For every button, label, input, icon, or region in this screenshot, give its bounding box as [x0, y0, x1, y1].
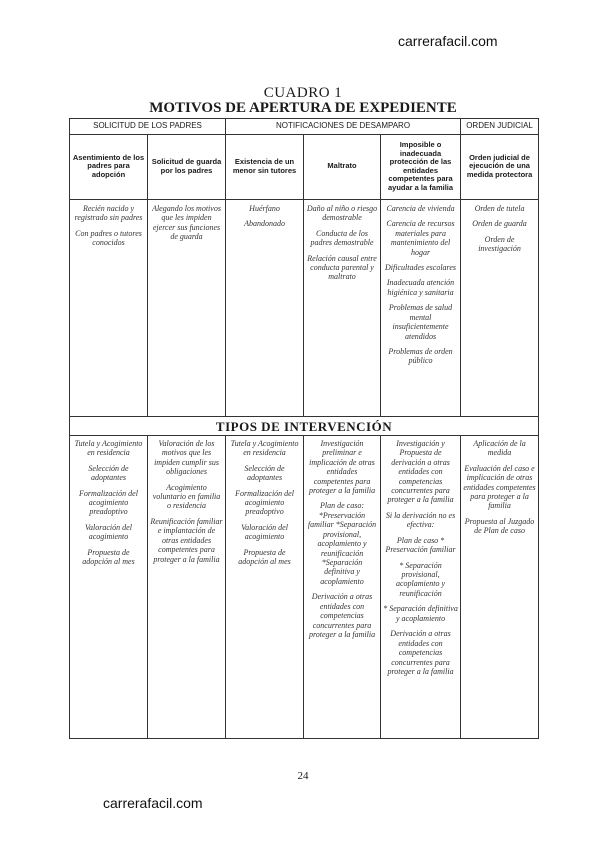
cell-item: Selección de adoptantes [244, 463, 285, 483]
cell-item: Propuesta de adopción al mes [82, 547, 135, 567]
cell-item: Abandonado [244, 219, 285, 229]
cell-item: Orden de tutela [474, 203, 525, 213]
motivos-cell [226, 199, 304, 416]
subheader: Maltrato [304, 134, 381, 199]
cell-item: Selección de adoptantes [88, 463, 129, 483]
cell-item: Orden de guarda [472, 219, 527, 229]
subheader: Imposible o inadecuada protección de las entidades competentes para ayudar a la familia [381, 134, 461, 199]
cell-item: Carencia de vivienda [386, 203, 455, 213]
cell-item: Aplicación de la medida [473, 438, 526, 458]
page-number: 24 [297, 770, 309, 782]
watermark-bottom: carrerafacil.com [103, 795, 203, 811]
cell-item: Reunificación familiar e implantación de otras entidades competentes para proteger a la familia [150, 516, 223, 564]
cell-item: Tutela y Acogimiento en residencia [230, 438, 299, 458]
tipos-row [70, 435, 539, 738]
cell-item: Valoración del acogimiento [85, 522, 132, 542]
motivos-table [69, 118, 539, 739]
subheader: Orden judicial de ejecución de una medida protectora [461, 134, 539, 199]
cell-item: Propuesta al Juzgado de Plan de caso [464, 516, 535, 536]
motivos-row [70, 199, 539, 416]
cell-item: Acogimiento voluntario en familia o residencia [152, 482, 221, 511]
cell-item: Dificultades escolares [385, 262, 457, 272]
cell-item: Con padres o tutores conocidos [75, 228, 142, 248]
cell-item: Problemas de orden público [388, 347, 453, 366]
cell-item: Evaluación del caso e implicación de otras entidades competentes para proteger a la familia [463, 463, 536, 511]
group-orden: ORDEN JUDICIAL [461, 119, 539, 135]
cell-item: Propuesta de adopción al mes [238, 547, 291, 567]
cell-item: * Separación definitiva y acoplamiento [383, 604, 458, 623]
tipos-cell [304, 435, 381, 738]
cell-item: Tutela y Acogimiento en residencia [74, 438, 143, 458]
motivos-cell [381, 199, 461, 416]
motivos-cell [304, 199, 381, 416]
cell-item: Alegando los motivos que les impiden ejercer sus funciones de guarda [152, 203, 221, 242]
motivos-cell [148, 199, 226, 416]
subheader: Solicitud de guarda por los padres [148, 134, 226, 199]
subheader: Asentimiento de los padres para adopción [70, 134, 148, 199]
cell-item: Si la derivación no es efectiva: [385, 510, 456, 530]
cell-item: Daño al niño o riesgo demostrable [306, 203, 378, 223]
tipos-cell [461, 435, 539, 738]
cell-item: Conducta de los padres demostrable [310, 228, 374, 248]
cell-item: Investigación y Propuesta de derivación a otras entidades con competencias concurrentes para proteger a la familia [387, 438, 454, 505]
group-solicitud: SOLICITUD DE LOS PADRES [70, 119, 226, 135]
tipos-cell [148, 435, 226, 738]
cell-item: Orden de investigación [478, 234, 521, 254]
cell-item: Formalización del acogimiento preadoptivo [79, 488, 138, 517]
section-header-row [70, 416, 539, 435]
section-title-tipos: TIPOS DE INTERVENCIÓN [70, 416, 539, 435]
tipos-cell [381, 435, 461, 738]
cell-item: Plan de caso: *Preservación familiar *Separación provisional, acoplamiento y reunificación *Separación definitiva y acoplamiento [307, 501, 377, 586]
cell-item: Relación causal entre conducta parental y maltrato [307, 253, 377, 282]
cell-item: * Separación provisional, acoplamiento y reunificación [395, 560, 446, 598]
cell-item: Carencia de recursos materiales para mantenimiento del hogar [386, 219, 455, 257]
tipos-cell [70, 435, 148, 738]
cell-item: Formalización del acogimiento preadoptivo [235, 488, 294, 517]
tipos-cell [226, 435, 304, 738]
group-notificaciones: NOTIFICACIONES DE DESAMPARO [226, 119, 461, 135]
cell-item: Derivación a otras entidades con competencias concurrentes para proteger a la familia [308, 592, 376, 640]
subheader: Existencia de un menor sin tutores [226, 134, 304, 199]
cell-item: Problemas de salud mental insuficientemente atendidos [388, 303, 453, 341]
group-header-row [70, 119, 539, 135]
cell-item: Plan de caso * Preservación familiar [385, 535, 456, 555]
table-number: CUADRO 1 [263, 85, 343, 101]
table-title: MOTIVOS DE APERTURA DE EXPEDIENTE [149, 100, 457, 116]
cell-item: Derivación a otras entidades con competencias concurrentes para proteger a la familia [387, 629, 454, 676]
cell-item: Valoración del acogimiento [241, 522, 288, 542]
cell-item: Inadecuada atención higiénica y sanitaria [386, 278, 455, 297]
motivos-cell [70, 199, 148, 416]
motivos-cell [461, 199, 539, 416]
cell-item: Huérfano [249, 203, 280, 213]
subheader-row [70, 134, 539, 199]
cell-item: Valoración de los motivos que les impiden cumplir sus obligaciones [154, 438, 219, 477]
watermark-top: carrerafacil.com [398, 33, 498, 49]
cell-item: Recién nacido y registrado sin padres [74, 203, 143, 223]
cell-item: Investigación preliminar e implicación de otras entidades competentes para proteger a la familia [308, 438, 376, 495]
